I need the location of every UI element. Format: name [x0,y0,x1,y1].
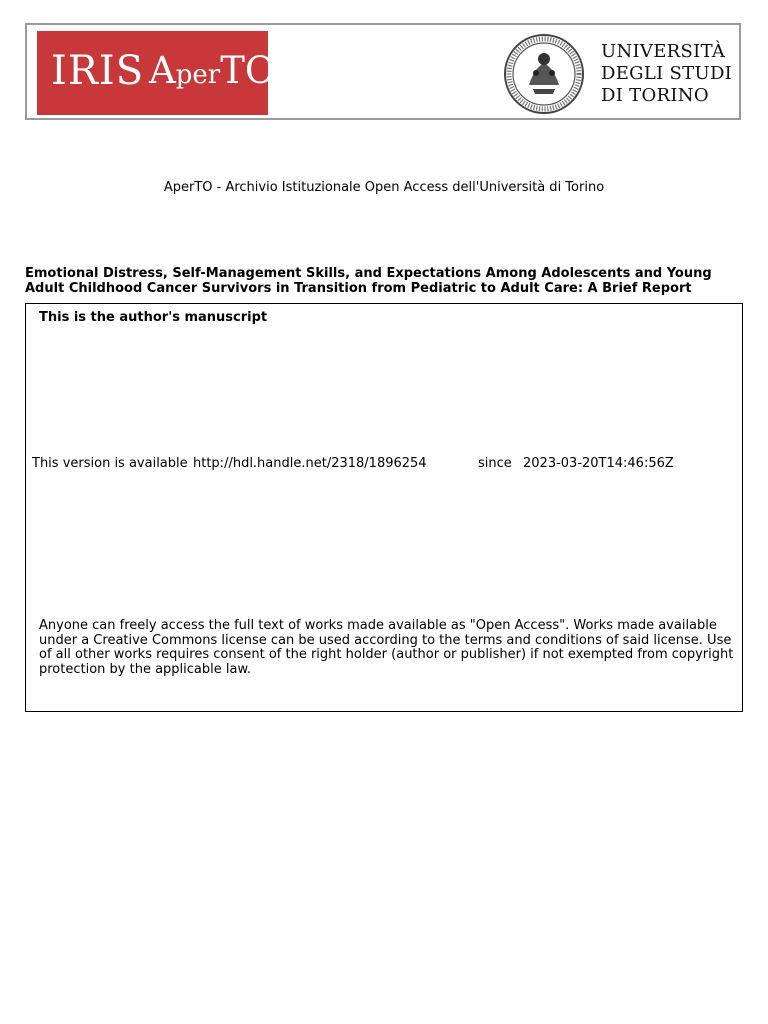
title-line: Adult Childhood Cancer Survivors in Transition from Pediatric to Adult Care: A Brief Report [25,281,692,296]
university-name [601,41,732,107]
university-name-line: DEGLI STUDI [601,63,733,84]
title-line: Emotional Distress, Self-Management Skills, and Expectations Among Adolescents and Young [25,266,712,281]
iris-logo-text: IRIS [51,48,145,94]
since-label: since [478,456,512,471]
open-access-notice [39,619,739,677]
iris-aperto-logo [37,31,276,115]
manuscript-label: This is the author's manuscript [39,310,268,325]
notice-line: Anyone can freely access the full text of works made available as "Open Access". Works made available [39,618,717,633]
manuscript-info-box [25,303,743,712]
university-name-line: UNIVERSITÀ [601,41,726,62]
since-date: 2023-03-20T14:46:56Z [523,456,674,471]
version-label: This version is available [32,456,188,471]
notice-line: under a Creative Commons license can be used according to the terms and conditions of said license. Use [39,632,732,648]
notice-line: protection by the applicable law. [39,661,252,677]
university-seal-icon [503,33,585,115]
university-name-line: DI TORINO [601,85,709,106]
notice-line: of all other works requires consent of the right holder (author or publisher) if not exempted from copyright [39,647,734,662]
paper-title [25,266,745,296]
aperto-logo-text: AperTO [149,49,276,92]
repository-line: AperTO - Archivio Istituzionale Open Access dell'Università di Torino [163,180,605,195]
header-banner [25,23,741,120]
handle-link[interactable]: http://hdl.handle.net/2318/1896254 [193,456,427,471]
